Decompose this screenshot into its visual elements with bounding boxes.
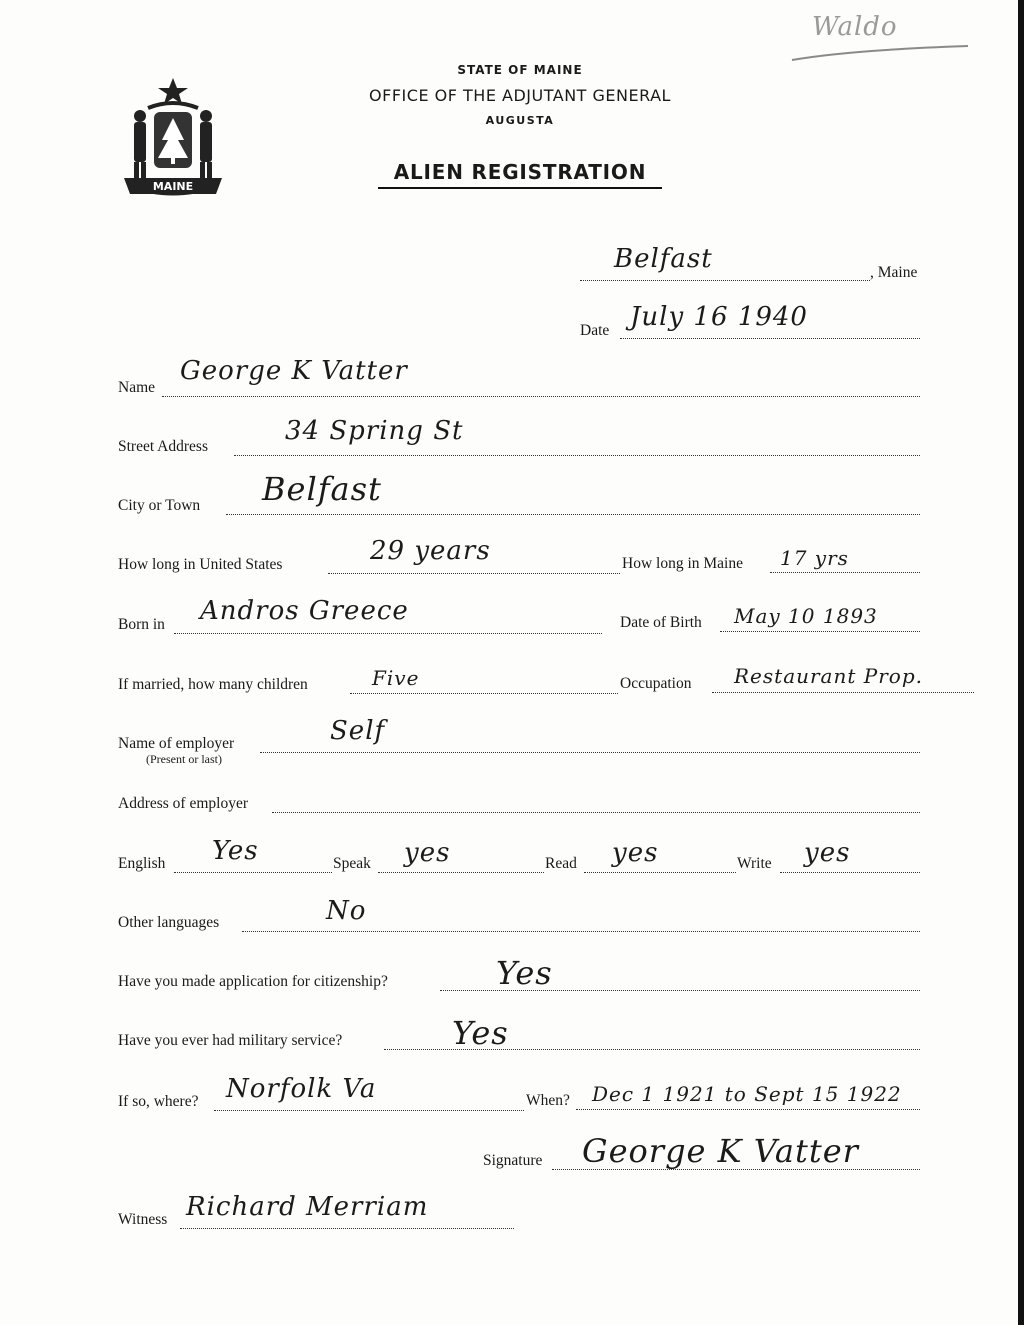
employer-name-label: Name of employer xyxy=(118,735,235,752)
employer-name-line xyxy=(260,752,920,753)
employer-address-line xyxy=(272,812,920,813)
name-label: Name xyxy=(118,379,156,396)
where-value: Norfolk Va xyxy=(226,1074,377,1104)
other-languages-value: No xyxy=(326,896,367,926)
witness-line xyxy=(180,1228,514,1229)
english-line xyxy=(174,872,332,873)
children-label: If married, how many children xyxy=(118,676,308,693)
when-value: Dec 1 1921 to Sept 15 1922 xyxy=(592,1082,902,1106)
read-value: yes xyxy=(612,838,659,868)
occupation-value: Restaurant Prop. xyxy=(734,664,923,688)
citizenship-value: Yes xyxy=(496,954,553,992)
write-label: Write xyxy=(737,855,772,872)
city-or-town-label: City or Town xyxy=(118,497,201,514)
corner-annotation: Waldo xyxy=(812,12,898,42)
military-value: Yes xyxy=(452,1014,509,1052)
city-or-town-value: Belfast xyxy=(262,470,382,508)
military-label: Have you ever had military service? xyxy=(118,1032,343,1049)
maine-state-seal-icon xyxy=(118,74,228,204)
date-of-birth-label: Date of Birth xyxy=(620,614,702,631)
other-languages-line xyxy=(242,931,920,932)
name-value: George K Vatter xyxy=(180,356,408,386)
born-in-label: Born in xyxy=(118,616,165,633)
how-long-us-value: 29 years xyxy=(370,536,491,566)
english-label: English xyxy=(118,855,166,872)
signature-value: George K Vatter xyxy=(582,1132,859,1170)
citizenship-label: Have you made application for citizenship? xyxy=(118,973,388,990)
english-value: Yes xyxy=(212,836,259,866)
employer-name-value: Self xyxy=(330,716,386,746)
speak-line xyxy=(378,872,544,873)
children-value: Five xyxy=(372,666,420,690)
date-label: Date xyxy=(580,322,610,339)
street-address-label: Street Address xyxy=(118,438,208,455)
when-line xyxy=(576,1109,920,1110)
born-in-value: Andros Greece xyxy=(200,596,409,626)
read-line xyxy=(584,872,736,873)
corner-annotation-underline xyxy=(790,44,970,64)
street-address-line xyxy=(234,455,920,456)
write-value: yes xyxy=(804,838,851,868)
place-line xyxy=(580,280,870,281)
date-of-birth-line xyxy=(720,631,920,632)
other-languages-label: Other languages xyxy=(118,914,220,931)
speak-label: Speak xyxy=(333,855,371,872)
read-label: Read xyxy=(545,855,577,872)
born-in-line xyxy=(174,633,602,634)
speak-value: yes xyxy=(404,838,451,868)
how-long-maine-label: How long in Maine xyxy=(622,555,743,572)
how-long-maine-value: 17 yrs xyxy=(780,546,849,570)
when-label: When? xyxy=(526,1092,570,1109)
name-line xyxy=(162,396,920,397)
place-value: Belfast xyxy=(614,244,713,274)
employer-name-sublabel: (Present or last) xyxy=(146,752,222,766)
date-value: July 16 1940 xyxy=(630,302,808,332)
witness-value: Richard Merriam xyxy=(186,1192,429,1222)
witness-label: Witness xyxy=(118,1211,168,1228)
form-title: ALIEN REGISTRATION xyxy=(378,160,662,189)
children-line xyxy=(350,693,618,694)
employer-address-label: Address of employer xyxy=(118,795,248,812)
scan-edge xyxy=(1018,0,1024,1325)
where-line xyxy=(214,1110,524,1111)
seal-text: MAINE xyxy=(152,180,194,193)
date-of-birth-value: May 10 1893 xyxy=(734,604,878,628)
occupation-label: Occupation xyxy=(620,675,692,692)
how-long-us-label: How long in United States xyxy=(118,556,283,573)
city-heading: AUGUSTA xyxy=(485,114,555,127)
write-line xyxy=(780,872,920,873)
signature-label: Signature xyxy=(483,1152,543,1169)
how-long-maine-line xyxy=(770,572,920,573)
city-or-town-line xyxy=(226,514,920,515)
state-heading: STATE OF MAINE xyxy=(457,63,583,77)
place-suffix: , Maine xyxy=(870,264,918,281)
date-line xyxy=(620,338,920,339)
where-label: If so, where? xyxy=(118,1093,199,1110)
occupation-line xyxy=(712,692,974,693)
how-long-us-line xyxy=(328,573,620,574)
street-address-value: 34 Spring St xyxy=(285,416,464,446)
office-heading: OFFICE OF THE ADJUTANT GENERAL xyxy=(369,86,671,105)
